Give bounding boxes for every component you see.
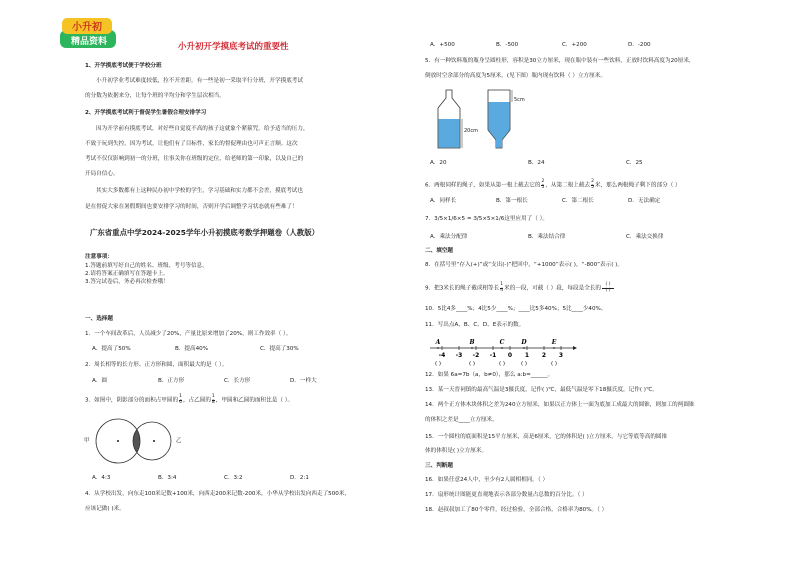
q3-fraction-2: $\frac{1}{8}$ [211, 394, 215, 405]
q6-option-b: B．第一根长 [496, 198, 528, 204]
q7-option-a: A．乘法分配律 [430, 234, 468, 240]
q7-option-c: C．乘法交换律 [626, 234, 664, 240]
q9-blank-fraction: ( ) ( ) [602, 283, 614, 293]
q4-option-c: C．+200 [562, 42, 587, 48]
q3-label-a: 甲 [84, 438, 90, 444]
number-line-point-label: E [551, 339, 557, 346]
essay-heading-1: 1、开学摸底考试便于学校分班 [85, 63, 162, 69]
q9-fraction: $\frac{1}{4}$ [500, 282, 504, 293]
essay-p2-line-3: 考试不仅仅影响到初一的分班，往事关你在班级的定位，给老师的第一印象，以及自己的 [85, 156, 304, 162]
q5-label-b: 5cm [514, 97, 525, 103]
q13-text: 13．某一天晋祠镇的最高气温是3摄氏度，记作( )℃，最低气温是零下18摄氏度，记作( )℃。 [425, 387, 658, 393]
number-line-answer-blank: ( ) [520, 361, 528, 367]
q3-option-b: B．3:4 [158, 475, 177, 481]
q12-text: 12．如果 6a=7b（a，b≠0），那么 a:b=______。 [425, 372, 554, 378]
number-line-point-label: D [521, 339, 527, 346]
q4-option-b: B．-500 [496, 42, 519, 48]
q3-label-b: 乙 [176, 438, 182, 444]
section-judge: 三、判断题 [425, 463, 453, 469]
notice-3: 3.答完试卷后，务必再次检查哦！ [85, 279, 169, 285]
q4-line-2: 应该记做( )米。 [85, 506, 125, 512]
number-line-tick-label: 1 [524, 352, 530, 359]
essay-p3-line-1: 其实大多数都有上这种民办初中学校的学生，学习基础和实力都不会差，摸底考试也 [96, 188, 303, 194]
number-line-point [501, 347, 503, 349]
q6-option-d: D．无法确定 [628, 198, 661, 204]
number-line-tick-label: 0 [507, 352, 513, 359]
number-line-point [437, 347, 439, 349]
number-line-tick-label: -1 [489, 352, 497, 359]
q6-option-c: C．第二根长 [562, 198, 594, 204]
q9-text: 9．把3米长的绳子截成相等长 $\frac{1}{4}$ 米的一段，可截（ ）段，每段是全长的 ( ) ( ) [425, 283, 615, 293]
q7-text: 7．3/5×1/6×5 = 3/5×5×1/6这里应用了（ ）。 [425, 216, 549, 222]
number-line-tick-label: -4 [438, 352, 446, 359]
q5-line-1: 5．有一种饮料瓶的瓶身呈圆柱形，容积是30立方厘米，现在瓶中装有一些饮料，正放时饮料高度为20厘米， [425, 58, 695, 64]
q1-option-c: C．提高了30% [260, 346, 299, 352]
number-line [428, 336, 578, 368]
q6-fraction-1: $\frac{2}{5}$ [541, 179, 545, 190]
q15-line-2: 体的体积是( )立方厘米。 [425, 448, 488, 454]
number-line-tick-label: -3 [455, 352, 463, 359]
q8-text: 8．在括号里“存入(+)”或“支出(-)”把回中，“+1000”表示( )，“-800”表示( )。 [425, 262, 623, 268]
section-fill: 二、填空题 [425, 248, 453, 254]
section-choice: 一、选择题 [85, 316, 113, 322]
q2-option-d: D．一样大 [290, 378, 317, 384]
number-line-tick-label: 2 [541, 352, 547, 359]
number-line-point-label: C [499, 339, 505, 346]
number-line-tick-label: -2 [472, 352, 480, 359]
q3-option-d: D．2:1 [290, 475, 309, 481]
number-line-answer-blank: ( ) [550, 361, 558, 367]
brand-logo [58, 16, 118, 50]
q5-label-a: 20cm [464, 128, 478, 134]
q3-center-a [117, 440, 119, 442]
number-line-answer-blank: ( ) [498, 361, 506, 367]
notice-1: 1.答题前填写好自己的姓名、班级、考号等信息。 [85, 263, 208, 269]
q2-option-b: B．正方形 [158, 378, 185, 384]
number-line-arrow [573, 346, 577, 350]
q4-line-1: 4．从学校出发，向东走100米记数+100米，向西走200米记数-200米，小华从学校出发向西走了500米， [85, 491, 351, 497]
essay-heading-2: 2、开学摸底考试利于督促学生暑假合理安排学习 [85, 110, 207, 116]
q18-text: 18．赵叔叔加工了80个零件，经过检验，全部合格，合格率为80%。（ ） [425, 507, 608, 513]
essay-p2-line-2: 不致于玩到失控。因为考试，让他们有了目标性，家长的督促理由也可声正言顺。这次 [85, 141, 298, 147]
essay-p2-line-1: 因为开学前有摸底考试，对好些自觉度不高的孩子这就象个紧箍咒。给予适当的压力， [96, 126, 309, 132]
number-line-svg [428, 336, 578, 368]
q11-text: 11．写出点A、B、C、D、E表示的数。 [425, 322, 525, 328]
q6-option-a: A．同样长 [430, 198, 457, 204]
q3-option-a: A．4:3 [92, 475, 111, 481]
number-line-tick-label: 3 [558, 352, 564, 359]
q6-text: 6．两根同样的绳子，如果从第一根上截去它的 $\frac{2}{5}$ ，从第二根上截去 $\frac{2}{5}$ 米，那么两根绳子剩下的部分（ ） [425, 179, 681, 190]
q5-liquid-upright [438, 119, 459, 148]
notice-heading: 注意事项： [85, 254, 113, 260]
q10-text: 10．5比4多____%；4比5少____%；____比5多40%；5比____少40%。 [425, 306, 607, 312]
essay-p1-line-1: 小升初学业考试难度较低，拉不开差距。有一些是初一采取平行分班，开学摸底考试 [96, 78, 303, 84]
q5-bottle-figure [428, 86, 538, 152]
notice-2: 2.请将答案正确填写在答题卡上。 [85, 271, 169, 277]
q1-option-a: A．提高了50% [92, 346, 131, 352]
q3-text: 3．如图中，阴影部分的面积占甲圆的 $\frac{1}{6}$ ，占乙圆的 $\frac{1}{8}$ ，甲圆和乙圆的面积比是（ ）。 [85, 394, 294, 405]
q4-option-d: D．-200 [628, 42, 651, 48]
q3-fraction-1: $\frac{1}{6}$ [179, 394, 182, 405]
q17-text: 17．扇形统计图能更直观地表示各部分数量占总数的百分比。（ ） [425, 492, 588, 498]
q16-text: 16．如果任意24人中，至少有2人属相相同。（ ） [425, 477, 549, 483]
logo-text-bottom: 精品资料 [70, 37, 108, 47]
q5-liquid-inverted [488, 102, 509, 148]
number-line-point-label: A [435, 339, 441, 346]
q14-line-2: 的体积之差是____立方厘米。 [425, 417, 498, 423]
q2-option-c: C．长方形 [224, 378, 251, 384]
q7-option-b: B．乘法结合律 [528, 234, 566, 240]
q1-option-b: B．提高40% [175, 346, 209, 352]
q4-option-a: A．+500 [430, 42, 455, 48]
essay-p3-line-2: 是在督促大家在暑假期间也要安排学习的时间，否则开学后调整学习状态就有些难了！ [85, 204, 298, 210]
q2-option-a: A．圆 [92, 378, 108, 384]
essay-p1-line-2: 的分数为依据来分，让每个班的平均分和学生层次相当。 [85, 93, 225, 99]
q7-expression: 3/5×1/6×5 = 3/5×5×1/6 [434, 216, 505, 222]
q5-option-c: C．25 [626, 160, 643, 166]
number-line-point [471, 347, 473, 349]
q5-line-2: 倒放时空余部分的高度为5厘米。(见下图）瓶内现有饮料（ ）立方厘米。 [425, 73, 606, 79]
q2-text: 2．周长相等的长方形、正方形和圆，面积最大的是（ ）。 [85, 362, 228, 368]
q1-text: 1．一个车间改革后，人员减少了20%，产量比原来增加了20%，则工作效率（ ）。 [85, 331, 292, 337]
number-line-point [553, 347, 555, 349]
exam-title: 广东省重点中学2024-2025学年小升初摸底考数学押题卷（人教版） [90, 228, 319, 237]
q3-center-b [153, 440, 155, 442]
q14-line-1: 14．两个正方体木块体积之差为240立方厘米，如果以正方体上一面为底加工成最大的圆锥，则加工的两圆锥 [425, 402, 695, 408]
q15-line-1: 15．一个圆柱的底面积是15平方厘米，高是6厘米，它的体积是( )立方厘米，与它等底等高的圆锥 [425, 434, 668, 440]
logo-text-top: 小升初 [72, 22, 102, 33]
q5-option-a: A．20 [430, 160, 447, 166]
essay-title: 小升初开学摸底考试的重要性 [178, 42, 289, 52]
essay-p2-line-4: 开局自信心。 [85, 171, 119, 177]
number-line-point [523, 347, 525, 349]
q5-option-b: B．24 [528, 160, 545, 166]
number-line-point-label: B [469, 339, 475, 346]
number-line-answer-blank: ( ) [468, 361, 476, 367]
q3-option-c: C．3:2 [224, 475, 243, 481]
q6-fraction-2: $\frac{2}{5}$ [591, 179, 594, 190]
number-line-answer-blank: ( ) [434, 361, 442, 367]
